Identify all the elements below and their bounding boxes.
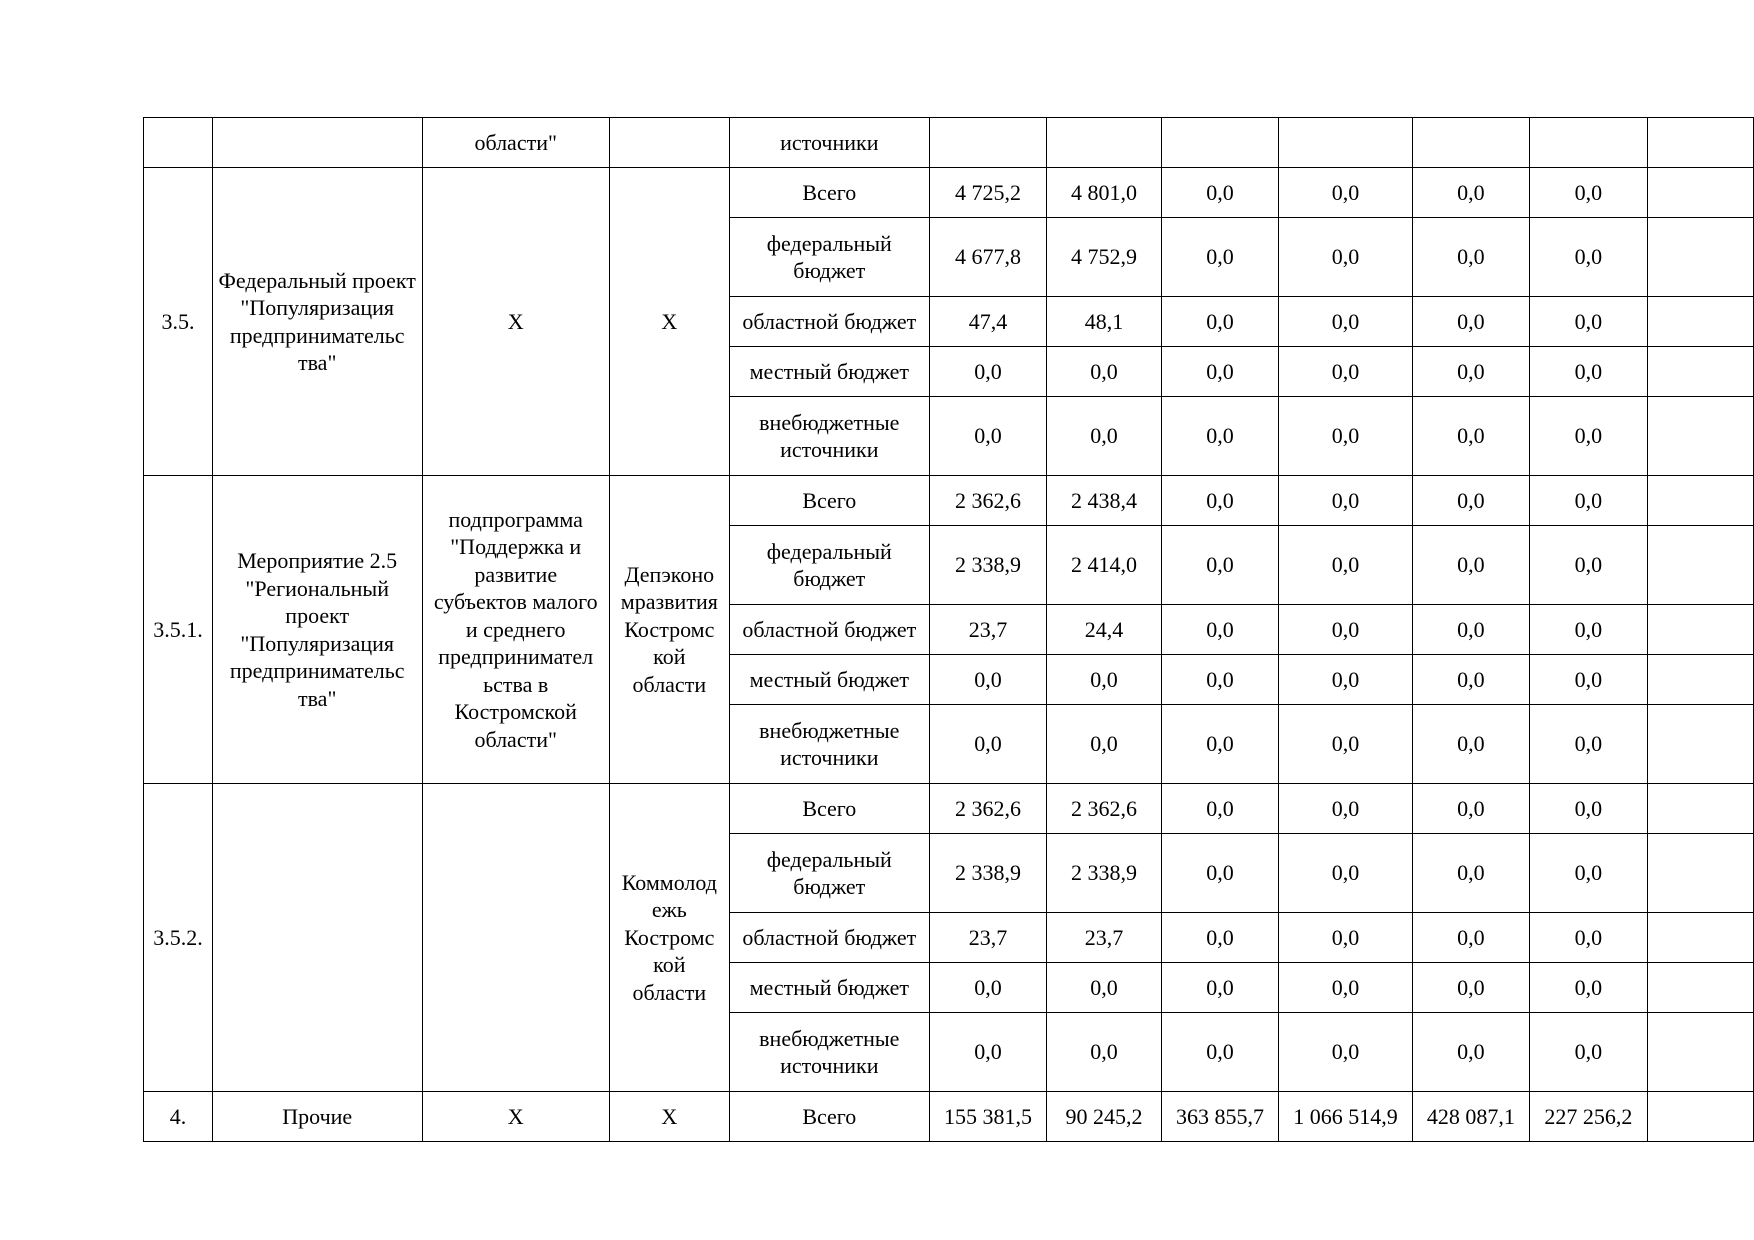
value-cell: 0,0 xyxy=(1412,834,1529,913)
funding-source: местный бюджет xyxy=(729,347,929,397)
value-cell xyxy=(1647,705,1753,784)
value-cell: 0,0 xyxy=(929,705,1046,784)
funding-source: Всего xyxy=(729,1092,929,1142)
value-cell xyxy=(1647,963,1753,1013)
value-cell: 2 362,6 xyxy=(1047,784,1162,834)
value-cell: 0,0 xyxy=(1161,963,1278,1013)
value-cell: 0,0 xyxy=(1412,655,1529,705)
value-cell: 0,0 xyxy=(1412,168,1529,218)
value-cell: 0,0 xyxy=(1161,834,1278,913)
value-cell: 0,0 xyxy=(1412,297,1529,347)
value-cell: 0,0 xyxy=(1412,476,1529,526)
value-cell: 0,0 xyxy=(1279,834,1413,913)
row-program: X xyxy=(422,168,609,476)
value-cell: 0,0 xyxy=(1530,963,1647,1013)
value-cell: 4 677,8 xyxy=(929,218,1046,297)
row-executor: X xyxy=(609,168,729,476)
value-cell: 0,0 xyxy=(1530,605,1647,655)
value-cell xyxy=(1647,834,1753,913)
value-cell: 23,7 xyxy=(1047,913,1162,963)
total-row xyxy=(144,1092,1754,1142)
value-cell: 155 381,5 xyxy=(929,1092,1046,1142)
value-cell: 0,0 xyxy=(1047,705,1162,784)
value-cell: 23,7 xyxy=(929,913,1046,963)
value-cell: 0,0 xyxy=(929,347,1046,397)
value-cell xyxy=(1647,168,1753,218)
value-cell xyxy=(1530,118,1647,168)
value-cell: 0,0 xyxy=(1279,218,1413,297)
row-name: Прочие xyxy=(212,1092,422,1142)
value-cell: 2 338,9 xyxy=(929,526,1046,605)
value-cell: 363 855,7 xyxy=(1161,1092,1278,1142)
value-cell: 0,0 xyxy=(1161,1013,1278,1092)
funding-source: местный бюджет xyxy=(729,655,929,705)
value-cell: 0,0 xyxy=(1530,526,1647,605)
value-cell: 0,0 xyxy=(1047,655,1162,705)
value-cell xyxy=(1647,297,1753,347)
value-cell: 0,0 xyxy=(929,963,1046,1013)
value-cell xyxy=(1647,655,1753,705)
row-number: 3.5.2. xyxy=(144,784,213,1092)
value-cell: 0,0 xyxy=(1530,1013,1647,1092)
value-cell xyxy=(929,118,1046,168)
table-row xyxy=(144,784,1754,834)
funding-source: Всего xyxy=(729,476,929,526)
value-cell xyxy=(1647,397,1753,476)
value-cell: 0,0 xyxy=(929,655,1046,705)
value-cell: 0,0 xyxy=(1279,168,1413,218)
value-cell: 0,0 xyxy=(1279,526,1413,605)
value-cell xyxy=(1647,476,1753,526)
value-cell xyxy=(1279,118,1413,168)
funding-source: местный бюджет xyxy=(729,963,929,1013)
value-cell xyxy=(1647,913,1753,963)
row-name: Федеральный проект "Популяризация предпринимательс тва" xyxy=(212,168,422,476)
funding-source: федеральный бюджет xyxy=(729,218,929,297)
funding-source: Всего xyxy=(729,784,929,834)
funding-source: Всего xyxy=(729,168,929,218)
value-cell: 0,0 xyxy=(1412,913,1529,963)
value-cell: 0,0 xyxy=(1279,476,1413,526)
value-cell: 47,4 xyxy=(929,297,1046,347)
value-cell: 2 338,9 xyxy=(1047,834,1162,913)
value-cell: 0,0 xyxy=(1279,347,1413,397)
value-cell: 2 438,4 xyxy=(1047,476,1162,526)
row-executor: Депэконо мразвития Костромс кой области xyxy=(609,476,729,784)
value-cell: 4 801,0 xyxy=(1047,168,1162,218)
value-cell: 2 362,6 xyxy=(929,476,1046,526)
executor-cell xyxy=(609,118,729,168)
funding-source: внебюджетные источники xyxy=(729,705,929,784)
name-cell xyxy=(212,118,422,168)
value-cell: 0,0 xyxy=(1530,705,1647,784)
funding-source: областной бюджет xyxy=(729,605,929,655)
row-executor: X xyxy=(609,1092,729,1142)
value-cell: 0,0 xyxy=(1161,397,1278,476)
value-cell xyxy=(1647,1013,1753,1092)
value-cell: 0,0 xyxy=(1279,397,1413,476)
value-cell: 0,0 xyxy=(1279,655,1413,705)
value-cell: 0,0 xyxy=(1279,705,1413,784)
value-cell: 4 752,9 xyxy=(1047,218,1162,297)
value-cell: 0,0 xyxy=(1279,963,1413,1013)
value-cell: 4 725,2 xyxy=(929,168,1046,218)
row-program: подпрограмма "Поддержка и развитие субъектов малого и среднего предпринимател ьства в Костромской области" xyxy=(422,476,609,784)
value-cell: 23,7 xyxy=(929,605,1046,655)
table-row xyxy=(144,476,1754,526)
value-cell: 0,0 xyxy=(1279,297,1413,347)
value-cell: 0,0 xyxy=(929,397,1046,476)
value-cell: 0,0 xyxy=(1279,784,1413,834)
funding-source: федеральный бюджет xyxy=(729,526,929,605)
value-cell: 428 087,1 xyxy=(1412,1092,1529,1142)
funding-source: областной бюджет xyxy=(729,913,929,963)
funding-source: внебюджетные источники xyxy=(729,1013,929,1092)
value-cell: 0,0 xyxy=(1279,605,1413,655)
value-cell: 0,0 xyxy=(1412,605,1529,655)
value-cell: 0,0 xyxy=(1412,218,1529,297)
row-name xyxy=(212,784,422,1092)
value-cell: 0,0 xyxy=(1530,834,1647,913)
source-cell: источники xyxy=(729,118,929,168)
value-cell: 0,0 xyxy=(1161,705,1278,784)
funding-source: областной бюджет xyxy=(729,297,929,347)
value-cell: 0,0 xyxy=(1161,347,1278,397)
value-cell: 0,0 xyxy=(1161,784,1278,834)
value-cell xyxy=(1647,118,1753,168)
table-row xyxy=(144,118,1754,168)
value-cell: 0,0 xyxy=(1530,784,1647,834)
value-cell: 0,0 xyxy=(1530,476,1647,526)
value-cell xyxy=(1161,118,1278,168)
value-cell: 0,0 xyxy=(1161,297,1278,347)
program-cell: области" xyxy=(422,118,609,168)
value-cell: 0,0 xyxy=(1161,913,1278,963)
value-cell xyxy=(1647,347,1753,397)
row-program xyxy=(422,784,609,1092)
value-cell xyxy=(1047,118,1162,168)
value-cell xyxy=(1647,218,1753,297)
value-cell: 2 338,9 xyxy=(929,834,1046,913)
value-cell: 0,0 xyxy=(1047,347,1162,397)
value-cell: 1 066 514,9 xyxy=(1279,1092,1413,1142)
value-cell: 0,0 xyxy=(1530,218,1647,297)
value-cell: 0,0 xyxy=(1279,913,1413,963)
value-cell: 0,0 xyxy=(1412,526,1529,605)
value-cell: 0,0 xyxy=(1530,397,1647,476)
row-program: X xyxy=(422,1092,609,1142)
value-cell: 227 256,2 xyxy=(1530,1092,1647,1142)
value-cell: 0,0 xyxy=(929,1013,1046,1092)
value-cell xyxy=(1647,1092,1753,1142)
value-cell: 0,0 xyxy=(1412,347,1529,397)
number-cell xyxy=(144,118,213,168)
value-cell: 0,0 xyxy=(1161,526,1278,605)
financing-table xyxy=(143,117,1754,1142)
row-executor: Коммолод ежь Костромс кой области xyxy=(609,784,729,1092)
value-cell: 0,0 xyxy=(1047,397,1162,476)
value-cell: 0,0 xyxy=(1161,655,1278,705)
value-cell: 0,0 xyxy=(1279,1013,1413,1092)
value-cell: 0,0 xyxy=(1161,605,1278,655)
value-cell: 0,0 xyxy=(1530,297,1647,347)
value-cell xyxy=(1647,605,1753,655)
value-cell: 0,0 xyxy=(1161,476,1278,526)
funding-source: внебюджетные источники xyxy=(729,397,929,476)
value-cell: 0,0 xyxy=(1161,168,1278,218)
value-cell: 90 245,2 xyxy=(1047,1092,1162,1142)
row-number: 3.5.1. xyxy=(144,476,213,784)
value-cell: 0,0 xyxy=(1412,397,1529,476)
value-cell: 0,0 xyxy=(1530,655,1647,705)
funding-source: федеральный бюджет xyxy=(729,834,929,913)
value-cell: 0,0 xyxy=(1412,1013,1529,1092)
value-cell xyxy=(1647,526,1753,605)
value-cell: 0,0 xyxy=(1530,913,1647,963)
row-number: 3.5. xyxy=(144,168,213,476)
value-cell: 0,0 xyxy=(1412,963,1529,1013)
value-cell: 48,1 xyxy=(1047,297,1162,347)
table-row xyxy=(144,168,1754,218)
row-name: Мероприятие 2.5 "Региональный проект "Популяризация предпринимательс тва" xyxy=(212,476,422,784)
value-cell: 0,0 xyxy=(1047,1013,1162,1092)
value-cell: 0,0 xyxy=(1530,347,1647,397)
value-cell: 2 362,6 xyxy=(929,784,1046,834)
value-cell xyxy=(1647,784,1753,834)
value-cell: 2 414,0 xyxy=(1047,526,1162,605)
value-cell: 24,4 xyxy=(1047,605,1162,655)
value-cell: 0,0 xyxy=(1412,784,1529,834)
value-cell: 0,0 xyxy=(1161,218,1278,297)
value-cell: 0,0 xyxy=(1047,963,1162,1013)
value-cell xyxy=(1412,118,1529,168)
value-cell: 0,0 xyxy=(1412,705,1529,784)
row-number: 4. xyxy=(144,1092,213,1142)
value-cell: 0,0 xyxy=(1530,168,1647,218)
